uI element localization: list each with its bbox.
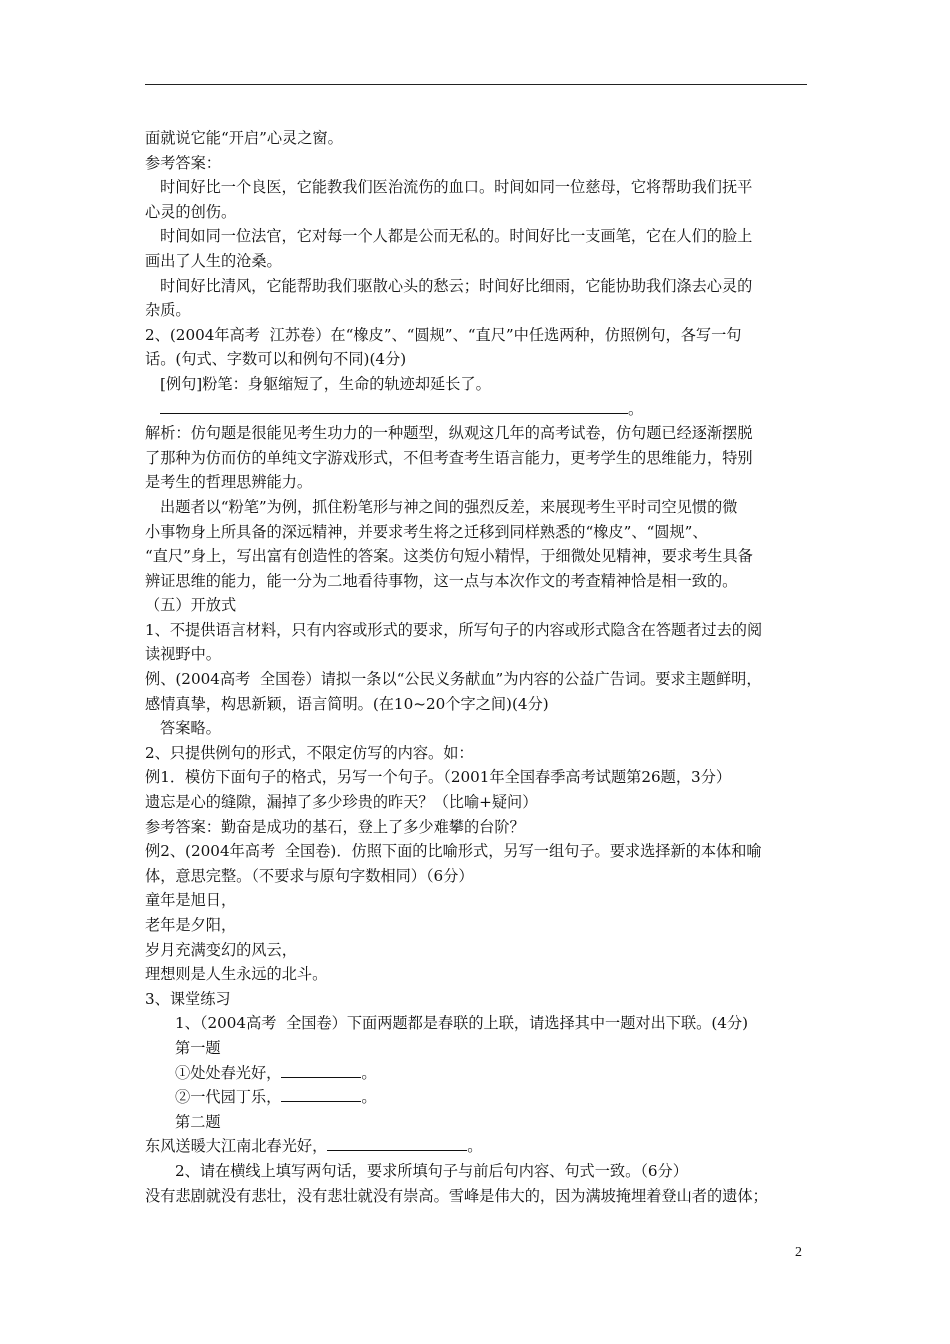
document-body bbox=[145, 126, 810, 1208]
text-line: 杂质。 bbox=[145, 301, 191, 320]
text-line: 2、(2004年高考 江苏卷）在“橡皮”、“圆规”、“直尺”中任选两种，仿照例句，各写一句 bbox=[145, 325, 742, 344]
text-line: 体，意思完整。（不要求与原句字数相同）（6分） bbox=[145, 866, 474, 885]
text-line: 。 bbox=[361, 1063, 377, 1082]
header-rule bbox=[145, 84, 807, 85]
answer-blank bbox=[160, 397, 628, 414]
text-line: 。 bbox=[467, 1137, 483, 1156]
text-line: 出题者以“粉笔”为例，抓住粉笔形与神之间的强烈反差，来展现考生平时司空见惯的微 bbox=[160, 497, 738, 516]
text-line: 答案略。 bbox=[160, 719, 221, 738]
page-number: 2 bbox=[795, 1245, 802, 1260]
text-line: 参考答案：勤奋是成功的基石，登上了多少难攀的台阶？ bbox=[145, 817, 525, 836]
text-line: 小事物身上所具备的深远精神，并要求考生将之迁移到同样熟悉的“橡皮”、“圆规”、 bbox=[145, 522, 708, 541]
text-line: 参考答案： bbox=[145, 153, 221, 172]
text-line: 童年是旭日， bbox=[145, 891, 237, 910]
text-line: 了那种为仿而仿的单纯文字游戏形式，不但考查考生语言能力，更考学生的思维能力，特别 bbox=[145, 448, 753, 467]
text-line: 岁月充满变幻的风云， bbox=[145, 940, 297, 959]
answer-blank bbox=[327, 1134, 467, 1151]
text-line: 心灵的创伤。 bbox=[145, 202, 237, 221]
text-line: 1、不提供语言材料，只有内容或形式的要求，所写句子的内容或形式隐含在答题者过去的阅 bbox=[145, 620, 763, 639]
text-line: 。 bbox=[361, 1088, 377, 1107]
section-heading: （五）开放式 bbox=[145, 596, 237, 615]
text-line: ②一代园丁乐， bbox=[175, 1088, 282, 1107]
text-line: 感情真挚，构思新颖，语言简明。(在10~20个字之间)(4分) bbox=[145, 694, 549, 713]
text-line: 时间好比一个良医，它能教我们医治流伤的血口。时间如同一位慈母，它将帮助我们抚平 bbox=[160, 178, 753, 197]
text-line: 遗忘是心的缝隙，漏掉了多少珍贵的昨天？（比喻+疑问） bbox=[145, 793, 538, 812]
text-line: 第一题 bbox=[175, 1038, 221, 1057]
blank-line bbox=[145, 1085, 810, 1110]
text-line: [例句]粉笔：身躯缩短了，生命的轨迹却延长了。 bbox=[160, 374, 491, 393]
text-line: 。 bbox=[628, 399, 644, 418]
text-line: 没有悲剧就没有悲壮，没有悲壮就没有崇高。雪峰是伟大的，因为满坡掩埋着登山者的遗体； bbox=[145, 1186, 768, 1205]
text-line: 面就说它能“开启”心灵之窗。 bbox=[145, 129, 343, 147]
text-line: “直尺”身上，写出富有创造性的答案。这类仿句短小精悍，于细微处见精神，要求考生具备 bbox=[145, 547, 753, 566]
text-line: 2、只提供例句的形式，不限定仿写的内容。如： bbox=[145, 743, 474, 762]
text-line: 时间如同一位法官，它对每一个人都是公而无私的。时间好比一支画笔，它在人们的脸上 bbox=[160, 227, 753, 246]
section-heading: 3、课堂练习 bbox=[145, 989, 231, 1008]
text-line: 老年是夕阳， bbox=[145, 916, 237, 934]
text-line: 1、（2004高考 全国卷）下面两题都是春联的上联，请选择其中一题对出下联。(4分) bbox=[175, 1014, 749, 1033]
answer-blank-line bbox=[145, 397, 810, 422]
text-line: 例1．模仿下面句子的格式，另写一个句子。（2001年全国春季高考试题第26题，3分） bbox=[145, 768, 732, 787]
text-line: 2、请在横线上填写两句话，要求所填句子与前后句内容、句式一致。（6分） bbox=[175, 1161, 688, 1180]
text-line: ①处处春光好， bbox=[175, 1063, 282, 1082]
text-line: 话。(句式、字数可以和例句不同)(4分) bbox=[145, 350, 407, 369]
text-line: 画出了人生的沧桑。 bbox=[145, 251, 282, 270]
text-line: 例2、(2004年高考 全国卷)．仿照下面的比喻形式，另写一组句子。要求选择新的本体和喻 bbox=[145, 842, 762, 861]
blank-line bbox=[145, 1061, 810, 1086]
blank-line bbox=[145, 1134, 810, 1159]
text-line: 时间好比清风，它能帮助我们驱散心头的愁云；时间好比细雨，它能协助我们涤去心灵的 bbox=[160, 276, 753, 295]
text-line: 理想则是人生永远的北斗。 bbox=[145, 965, 328, 984]
text-line: 东风送暖大江南北春光好， bbox=[145, 1137, 328, 1156]
text-line: 读视野中。 bbox=[145, 645, 221, 664]
answer-blank bbox=[281, 1085, 361, 1102]
text-line: 辨证思维的能力，能一分为二地看待事物，这一点与本次作文的考查精神恰是相一致的。 bbox=[145, 571, 738, 590]
text-line: 是考生的哲理思辨能力。 bbox=[145, 473, 313, 492]
answer-blank bbox=[281, 1061, 361, 1078]
text-line: 解析：仿句题是很能见考生功力的一种题型，纵观这几年的高考试卷，仿句题已经逐渐摆脱 bbox=[145, 424, 753, 443]
text-line: 第二题 bbox=[175, 1112, 221, 1131]
text-line: 例、(2004高考 全国卷）请拟一条以“公民义务献血”为内容的公益广告词。要求主题鲜明， bbox=[145, 670, 762, 689]
